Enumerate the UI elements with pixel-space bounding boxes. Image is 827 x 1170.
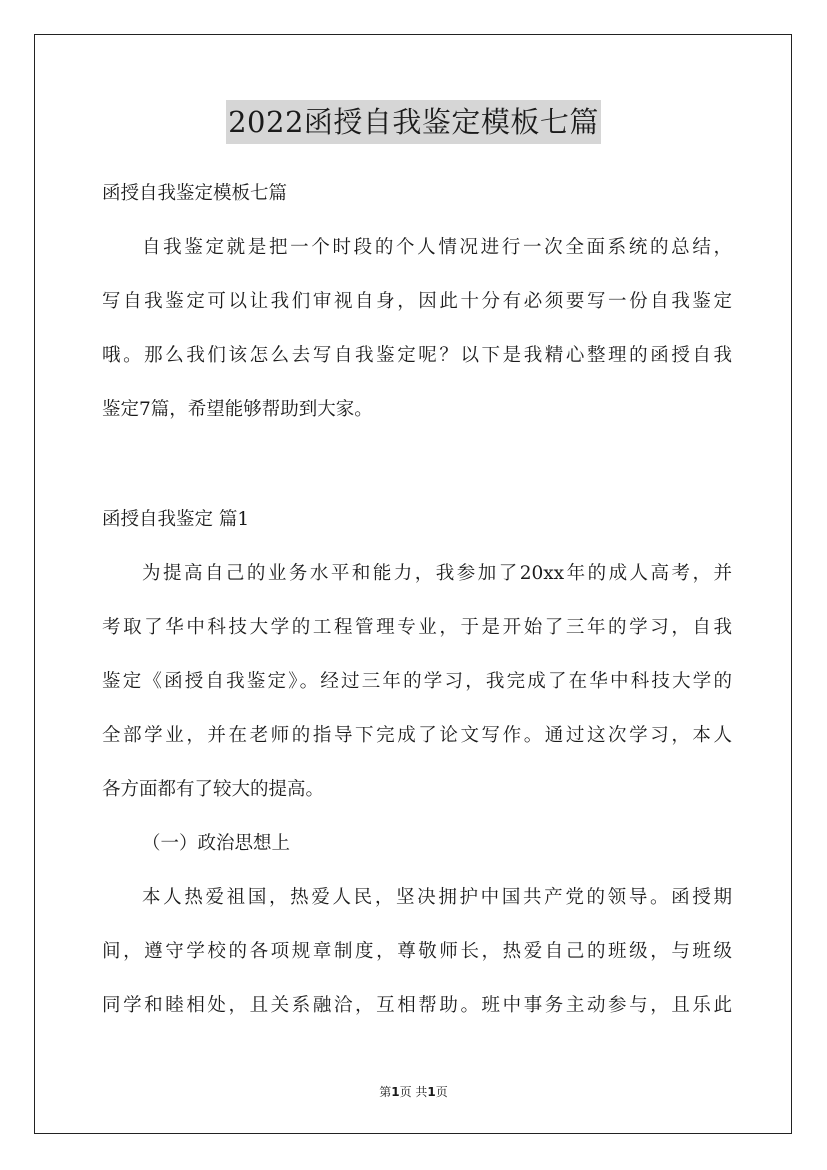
para2-line-3: 同学和睦相处，且关系融洽，互相帮助。班中事务主动参与，且乐此 [102, 995, 732, 1016]
para1-line-4: 全部学业，并在老师的指导下完成了论文写作。通过这次学习，本人 [102, 725, 732, 746]
total-page-number: 1 [427, 1085, 436, 1099]
document-subtitle: 函授自我鉴定模板七篇 [102, 183, 288, 204]
para2-line-1: 本人热爱祖国，热爱人民，坚决拥护中国共产党的领导。函授期 [142, 887, 732, 908]
para1-line-2: 考取了华中科技大学的工程管理专业，于是开始了三年的学习，自我 [102, 617, 732, 638]
subheading: （一）政治思想上 [142, 833, 291, 854]
section-heading: 函授自我鉴定 篇1 [102, 509, 250, 530]
document-title-text: 2022函授自我鉴定模板七篇 [226, 100, 601, 144]
current-page-number: 1 [391, 1085, 400, 1099]
intro-line-3: 哦。那么我们该怎么去写自我鉴定呢？以下是我精心整理的函授自我 [102, 345, 732, 366]
page-footer: 第1页 共1页 [379, 1085, 448, 1099]
para1-line-3: 鉴定《函授自我鉴定》。经过三年的学习，我完成了在华中科技大学的 [102, 671, 732, 692]
para1-line-1: 为提高自己的业务水平和能力，我参加了20xx年的成人高考，并 [142, 563, 732, 584]
intro-line-4: 鉴定7篇，希望能够帮助到大家。 [102, 399, 373, 420]
para1-line-5: 各方面都有了较大的提高。 [102, 779, 325, 800]
intro-line-2: 写自我鉴定可以让我们审视自身，因此十分有必须要写一份自我鉴定 [102, 291, 732, 312]
para2-line-2: 间，遵守学校的各项规章制度，尊敬师长，热爱自己的班级，与班级 [102, 941, 732, 962]
intro-line-1: 自我鉴定就是把一个时段的个人情况进行一次全面系统的总结， [142, 237, 732, 258]
document-title [0, 100, 827, 144]
